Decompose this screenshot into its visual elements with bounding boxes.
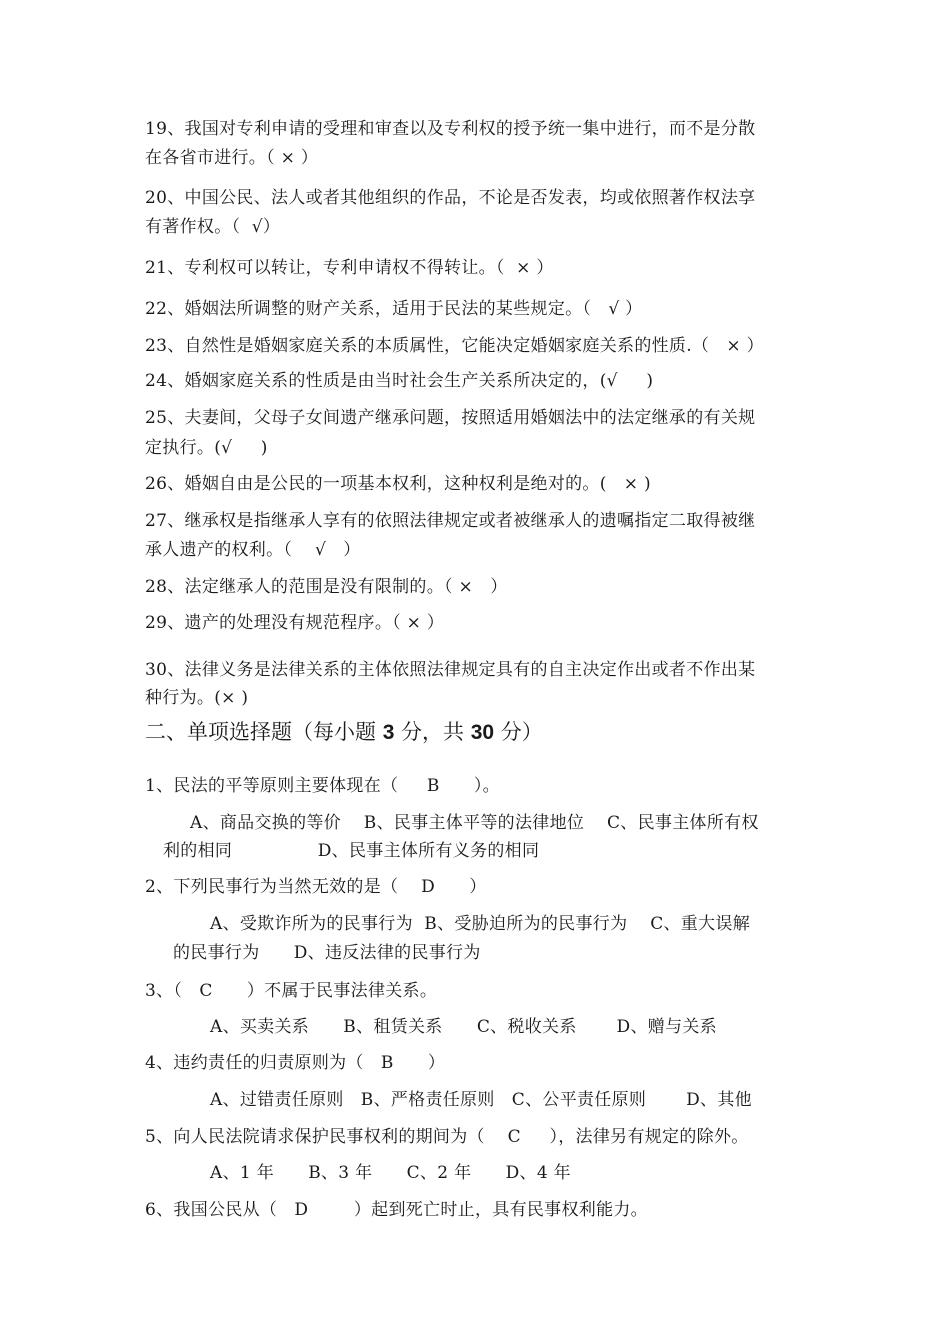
choice-options-5: A、1 年 B、3 年 C、2 年 D、4 年 [210, 1163, 571, 1183]
choice-options-4: A、过错责任原则 B、严格责任原则 C、公平责任原则 D、其他 [210, 1090, 752, 1110]
judgment-item-25-line2: 定执行。(√ ) [145, 438, 268, 458]
choice-question-4: 4、违约责任的归责原则为（ B ） [145, 1053, 446, 1073]
judgment-item-25-line1: 25、夫妻间，父母子女间遗产继承问题，按照适用婚姻法中的法定继承的有关规 [145, 408, 756, 428]
judgment-item-27-line1: 27、继承权是指继承人享有的依照法律规定或者被继承人的遗嘱指定二取得被继 [145, 511, 756, 531]
choice-question-2: 2、下列民事行为当然无效的是（ D ） [145, 877, 487, 897]
choice-question-3: 3、（ C ）不属于民事法律关系。 [145, 981, 438, 1001]
choice-question-1: 1、民法的平等原则主要体现在（ B ）。 [145, 776, 500, 796]
choice-options-2-line1: A、受欺诈所为的民事行为 B、受胁迫所为的民事行为 C、重大误解 [210, 914, 750, 934]
choice-options-1-line2: 利的相同 D、民事主体所有义务的相同 [163, 841, 540, 861]
choice-options-1-line1: A、商品交换的等价 B、民事主体平等的法律地位 C、民事主体所有权 [190, 813, 759, 833]
section-heading [145, 719, 543, 746]
judgment-item-19-line2: 在各省市进行。（ × ） [145, 148, 319, 168]
choice-options-2-line2: 的民事行为 D、违反法律的民事行为 [173, 943, 481, 963]
section-heading-middle: 分，共 [394, 720, 471, 744]
choice-options-3: A、买卖关系 B、租赁关系 C、税收关系 D、赠与关系 [210, 1017, 717, 1037]
judgment-item-20-line2: 有著作权。（ √） [145, 217, 281, 237]
judgment-item-22: 22、婚姻法所调整的财产关系，适用于民法的某些规定。（ √ ） [145, 299, 643, 319]
judgment-item-19-line1: 19、我国对专利申请的受理和审查以及专利权的授予统一集中进行，而不是分散 [145, 119, 756, 139]
judgment-item-20-line1: 20、中国公民、法人或者其他组织的作品，不论是否发表，均或依照著作权法享 [145, 188, 756, 208]
judgment-item-30-line1: 30、法律义务是法律关系的主体依照法律规定具有的自主决定作出或者不作出某 [145, 660, 756, 680]
judgment-item-26: 26、婚姻自由是公民的一项基本权利，这种权利是绝对的。( × ) [145, 474, 651, 494]
section-heading-total: 30 [470, 721, 495, 744]
judgment-item-30-line2: 种行为。(× ) [145, 688, 249, 708]
section-heading-suffix: 分） [494, 720, 543, 744]
choice-question-6: 6、我国公民从（ D ）起到死亡时止，具有民事权利能力。 [145, 1200, 648, 1220]
choice-question-5: 5、向人民法院请求保护民事权利的期间为（ C ），法律另有规定的除外。 [145, 1127, 749, 1147]
judgment-item-21: 21、专利权可以转让，专利申请权不得转让。（ × ） [145, 258, 554, 278]
judgment-item-24: 24、婚姻家庭关系的性质是由当时社会生产关系所决定的，(√ ) [145, 371, 654, 391]
section-heading-points: 3 [382, 721, 395, 744]
judgment-item-23: 23、自然性是婚姻家庭关系的本质属性，它能决定婚姻家庭关系的性质.（ × ） [145, 336, 764, 356]
judgment-item-28: 28、法定继承人的范围是没有限制的。（ × ） [145, 577, 508, 597]
judgment-item-27-line2: 承人遗产的权利。（ √ ） [145, 540, 361, 560]
judgment-item-29: 29、遗产的处理没有规范程序。（ × ） [145, 613, 445, 633]
section-heading-prefix: 二、单项选择题（每小题 [145, 720, 383, 744]
